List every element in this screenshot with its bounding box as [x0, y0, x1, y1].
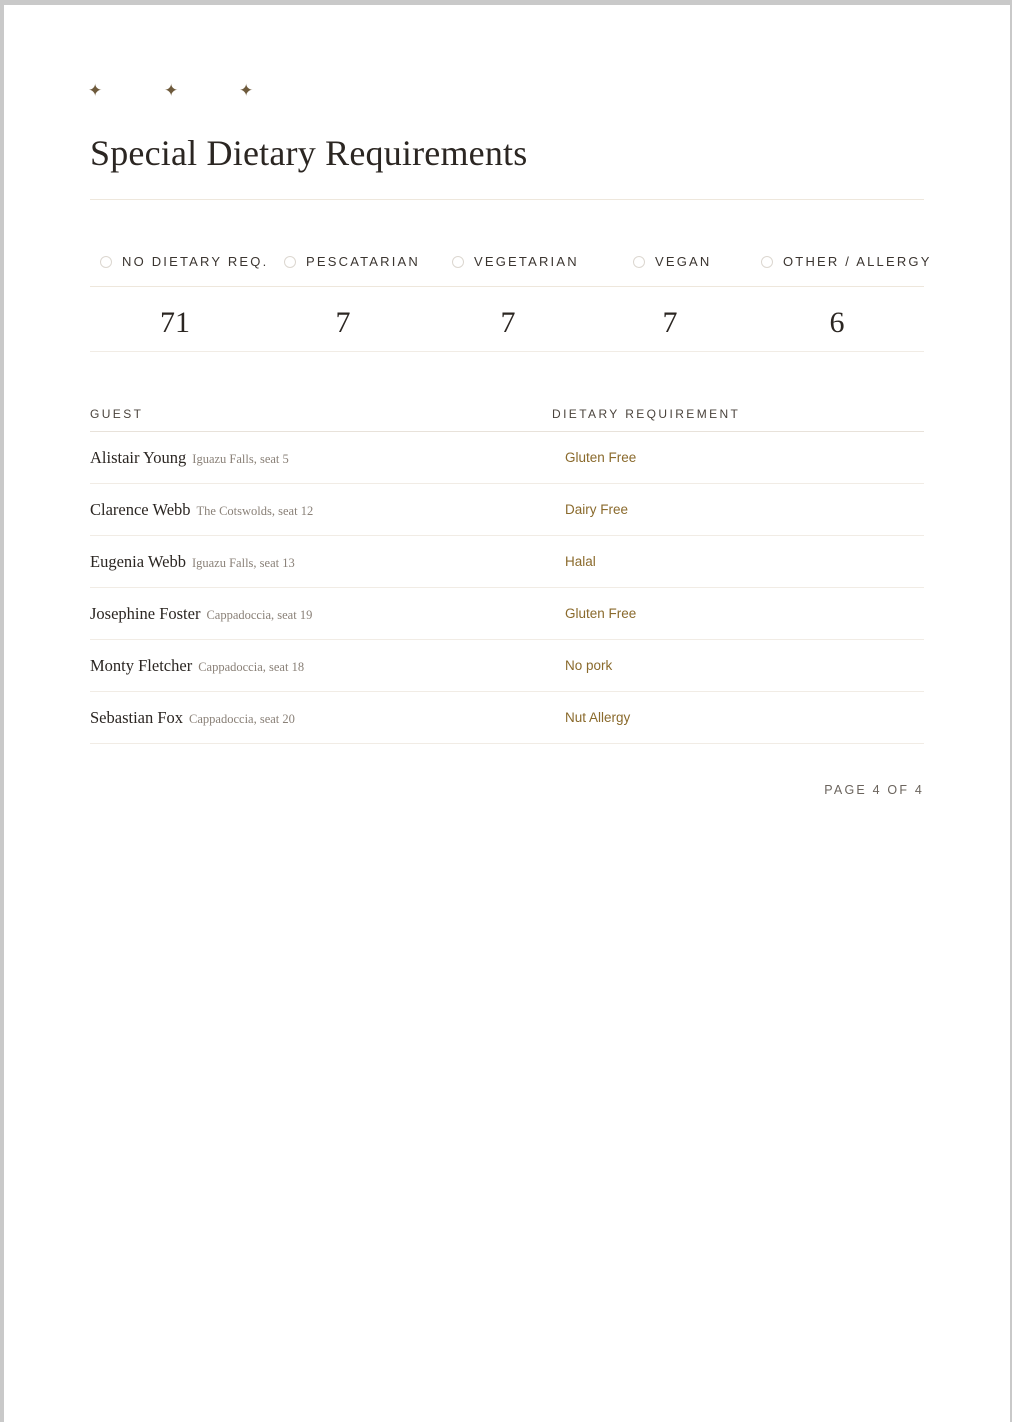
summary-count: 71 [160, 306, 190, 339]
guest-seat: Cappadoccia, seat 20 [189, 712, 295, 726]
table-row [90, 536, 924, 588]
decorative-stars [88, 79, 288, 103]
table-header [90, 401, 924, 432]
guest-seat: Cappadoccia, seat 18 [198, 660, 305, 674]
guest-cell [90, 446, 289, 471]
summary-category-label: VEGETARIAN [474, 254, 579, 269]
star-icon: ✦ [164, 81, 179, 101]
dietary-requirement: Halal [565, 554, 596, 569]
dietary-requirement: Nut Allergy [565, 710, 631, 725]
summary-category-vegan [633, 252, 712, 272]
table-row [90, 484, 924, 536]
radio-icon [633, 256, 645, 268]
summary-categories [90, 252, 932, 272]
star-icon: ✦ [239, 81, 254, 101]
guest-cell [90, 498, 313, 523]
guest-seat: Cappadoccia, seat 19 [206, 608, 313, 622]
dietary-table [90, 401, 924, 744]
page-number: PAGE 4 OF 4 [824, 783, 924, 797]
summary-count: 7 [662, 306, 678, 339]
table-row [90, 692, 924, 744]
guest-seat: Iguazu Falls, seat 13 [191, 556, 295, 570]
guest-name: Josephine Foster [90, 604, 201, 623]
table-row [90, 432, 924, 484]
divider [90, 286, 924, 287]
summary-category-label: PESCATARIAN [306, 254, 421, 269]
summary-counts [90, 301, 924, 345]
guest-cell [90, 706, 295, 731]
guest-name: Monty Fletcher [90, 656, 193, 675]
column-header-dietary-requirement: DIETARY REQUIREMENT [552, 407, 741, 421]
radio-icon [761, 256, 773, 268]
divider [90, 351, 924, 352]
column-header-guest: GUEST [90, 407, 144, 421]
summary-count: 6 [829, 306, 845, 339]
guest-name: Eugenia Webb [90, 552, 186, 571]
summary-category-pescatarian [284, 252, 420, 272]
guest-seat: Iguazu Falls, seat 5 [192, 452, 289, 466]
summary-category-vegetarian [452, 252, 579, 272]
guest-name: Clarence Webb [90, 500, 191, 519]
document-page [4, 5, 1010, 1422]
dietary-requirement: Gluten Free [565, 606, 637, 621]
summary-count: 7 [335, 306, 351, 339]
guest-seat: The Cotswolds, seat 12 [196, 504, 314, 518]
radio-icon [100, 256, 112, 268]
summary-category-no-dietary [100, 252, 268, 272]
radio-icon [452, 256, 464, 268]
divider [90, 199, 924, 200]
guest-cell [90, 602, 312, 627]
dietary-requirement: No pork [565, 658, 613, 673]
guest-cell [90, 654, 304, 679]
table-row [90, 588, 924, 640]
guest-name: Sebastian Fox [90, 708, 184, 727]
radio-icon [284, 256, 296, 268]
page-title: Special Dietary Requirements [90, 133, 528, 173]
star-icon: ✦ [88, 81, 103, 101]
table-row [90, 640, 924, 692]
summary-category-other-allergy [761, 252, 932, 272]
summary-category-label: VEGAN [655, 254, 712, 269]
dietary-requirement: Dairy Free [565, 502, 629, 517]
summary-category-label: NO DIETARY REQ. [122, 254, 269, 269]
guest-cell [90, 550, 295, 575]
guest-name: Alistair Young [90, 448, 187, 467]
dietary-requirement: Gluten Free [565, 450, 637, 465]
summary-category-label: OTHER / ALLERGY [783, 254, 932, 269]
summary-count: 7 [500, 306, 516, 339]
